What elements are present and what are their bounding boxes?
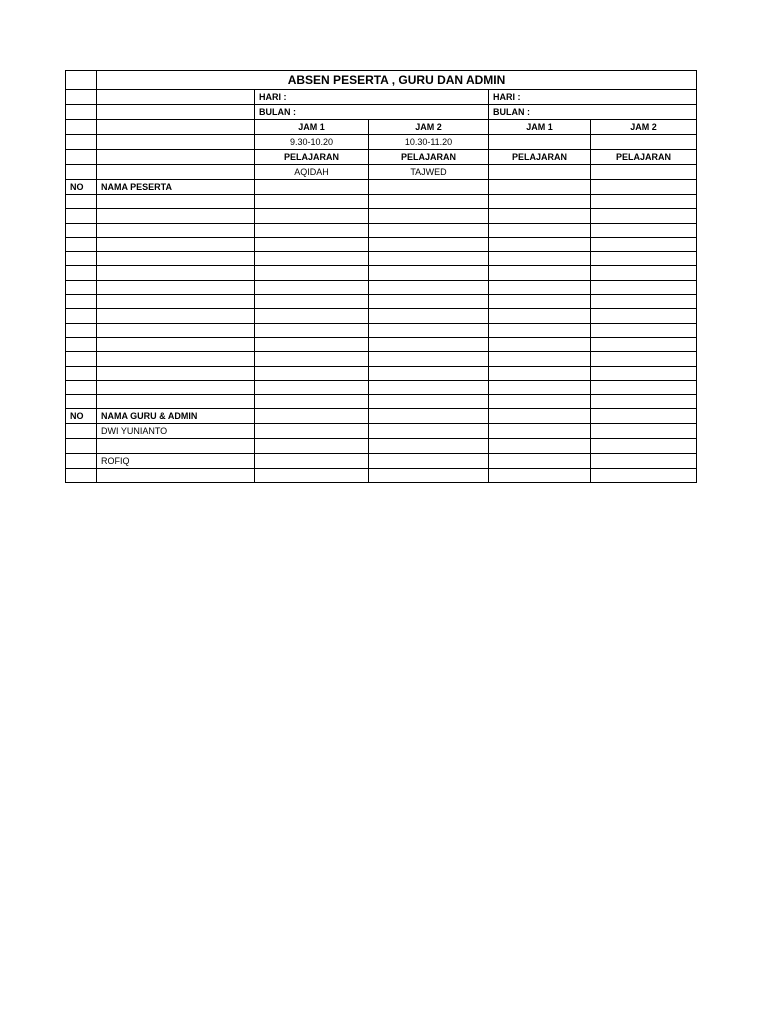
attendance-cell (369, 280, 489, 294)
participant-name-cell (97, 223, 255, 237)
staff-name (97, 439, 255, 453)
participant-row (66, 209, 697, 223)
attendance-cell (255, 223, 369, 237)
attendance-cell (255, 409, 369, 424)
attendance-cell (489, 323, 591, 337)
hari-label: HARI : (489, 90, 697, 105)
empty-cell (97, 150, 255, 165)
participant-name-cell (97, 195, 255, 209)
name-header: NAMA GURU & ADMIN (97, 409, 255, 424)
session-time: 9.30-10.20 (255, 135, 369, 150)
participant-name-cell (97, 352, 255, 366)
participant-name-cell (97, 209, 255, 223)
participant-name-cell (97, 309, 255, 323)
attendance-cell (489, 409, 591, 424)
no-cell (66, 424, 97, 439)
attendance-cell (591, 453, 697, 468)
attendance-cell (255, 295, 369, 309)
session-time (591, 135, 697, 150)
no-cell (66, 453, 97, 468)
attendance-cell (369, 323, 489, 337)
attendance-cell (255, 453, 369, 468)
participant-name-cell (97, 295, 255, 309)
jam-row (66, 120, 697, 135)
attendance-cell (489, 439, 591, 453)
participant-row (66, 366, 697, 380)
attendance-cell (255, 266, 369, 280)
attendance-cell (591, 337, 697, 351)
attendance-cell (591, 468, 697, 482)
attendance-cell (591, 409, 697, 424)
attendance-cell (369, 380, 489, 394)
empty-cell (66, 150, 97, 165)
attendance-cell (591, 424, 697, 439)
attendance-cell (591, 309, 697, 323)
no-cell (66, 395, 97, 409)
attendance-cell (255, 195, 369, 209)
empty-cell (66, 105, 97, 120)
staff-row (66, 468, 697, 482)
hari-label: HARI : (255, 90, 489, 105)
title-row (66, 71, 697, 90)
staff-row (66, 424, 697, 439)
attendance-cell (591, 323, 697, 337)
participant-row (66, 266, 697, 280)
participant-name-cell (97, 395, 255, 409)
attendance-cell (489, 337, 591, 351)
attendance-cell (369, 295, 489, 309)
attendance-cell (591, 209, 697, 223)
participant-row (66, 223, 697, 237)
empty-cell (97, 135, 255, 150)
participant-name-cell (97, 280, 255, 294)
staff-row (66, 453, 697, 468)
attendance-cell (489, 366, 591, 380)
no-cell (66, 468, 97, 482)
attendance-cell (369, 366, 489, 380)
pelajaran-label: PELAJARAN (591, 150, 697, 165)
attendance-cell (255, 252, 369, 266)
attendance-cell (489, 395, 591, 409)
attendance-cell (369, 180, 489, 195)
attendance-cell (489, 266, 591, 280)
attendance-cell (591, 252, 697, 266)
participant-row (66, 380, 697, 394)
participants-header-row (66, 180, 697, 195)
jam-header: JAM 1 (255, 120, 369, 135)
attendance-cell (489, 223, 591, 237)
staff-header-row (66, 409, 697, 424)
attendance-cell (591, 295, 697, 309)
participant-name-cell (97, 252, 255, 266)
staff-name: ROFIQ (97, 453, 255, 468)
empty-cell (97, 105, 255, 120)
participant-row (66, 395, 697, 409)
bulan-label: BULAN : (489, 105, 697, 120)
attendance-cell (369, 424, 489, 439)
attendance-cell (591, 439, 697, 453)
bulan-label: BULAN : (255, 105, 489, 120)
empty-cell (66, 90, 97, 105)
attendance-cell (255, 439, 369, 453)
empty-cell (66, 71, 97, 90)
attendance-cell (369, 439, 489, 453)
attendance-cell (369, 209, 489, 223)
attendance-cell (255, 237, 369, 251)
subject-name (489, 165, 591, 180)
attendance-cell (591, 266, 697, 280)
attendance-cell (489, 280, 591, 294)
no-cell (66, 323, 97, 337)
attendance-cell (489, 209, 591, 223)
no-cell (66, 266, 97, 280)
no-cell (66, 295, 97, 309)
no-cell (66, 209, 97, 223)
attendance-cell (591, 380, 697, 394)
attendance-cell (591, 366, 697, 380)
no-cell (66, 237, 97, 251)
attendance-cell (489, 237, 591, 251)
attendance-cell (591, 352, 697, 366)
attendance-cell (489, 180, 591, 195)
no-cell (66, 337, 97, 351)
empty-cell (66, 135, 97, 150)
no-cell (66, 309, 97, 323)
attendance-cell (255, 366, 369, 380)
subject-row (66, 165, 697, 180)
pelajaran-label: PELAJARAN (369, 150, 489, 165)
attendance-cell (369, 237, 489, 251)
attendance-cell (489, 295, 591, 309)
staff-row (66, 439, 697, 453)
attendance-cell (369, 266, 489, 280)
participant-row (66, 252, 697, 266)
attendance-cell (591, 280, 697, 294)
name-header: NAMA PESERTA (97, 180, 255, 195)
attendance-cell (489, 252, 591, 266)
attendance-cell (255, 337, 369, 351)
attendance-cell (255, 309, 369, 323)
staff-name (97, 468, 255, 482)
no-cell (66, 252, 97, 266)
empty-cell (97, 165, 255, 180)
empty-cell (97, 120, 255, 135)
jam-header: JAM 2 (591, 120, 697, 135)
participant-row (66, 337, 697, 351)
attendance-cell (591, 180, 697, 195)
attendance-cell (591, 237, 697, 251)
attendance-cell (369, 252, 489, 266)
session-time: 10.30-11.20 (369, 135, 489, 150)
participant-name-cell (97, 266, 255, 280)
empty-cell (66, 165, 97, 180)
jam-header: JAM 2 (369, 120, 489, 135)
time-row (66, 135, 697, 150)
attendance-cell (369, 395, 489, 409)
attendance-cell (255, 468, 369, 482)
participant-row (66, 323, 697, 337)
attendance-cell (369, 453, 489, 468)
attendance-cell (489, 468, 591, 482)
attendance-cell (489, 453, 591, 468)
pelajaran-label: PELAJARAN (255, 150, 369, 165)
attendance-cell (369, 337, 489, 351)
attendance-cell (369, 468, 489, 482)
attendance-cell (489, 309, 591, 323)
attendance-cell (489, 424, 591, 439)
attendance-cell (255, 180, 369, 195)
subject-name: TAJWED (369, 165, 489, 180)
participant-name-cell (97, 380, 255, 394)
participant-row (66, 295, 697, 309)
subject-name: AQIDAH (255, 165, 369, 180)
participant-row (66, 352, 697, 366)
pelajaran-label: PELAJARAN (489, 150, 591, 165)
no-cell (66, 195, 97, 209)
participant-row (66, 280, 697, 294)
attendance-cell (591, 223, 697, 237)
no-cell (66, 352, 97, 366)
attendance-cell (255, 395, 369, 409)
pelajaran-row (66, 150, 697, 165)
attendance-cell (255, 424, 369, 439)
subject-name (591, 165, 697, 180)
no-cell (66, 439, 97, 453)
no-header: NO (66, 409, 97, 424)
empty-cell (97, 90, 255, 105)
no-cell (66, 380, 97, 394)
attendance-cell (369, 309, 489, 323)
participant-name-cell (97, 337, 255, 351)
no-cell (66, 280, 97, 294)
no-header: NO (66, 180, 97, 195)
participant-row (66, 195, 697, 209)
sheet-title: ABSEN PESERTA , GURU DAN ADMIN (97, 71, 697, 90)
jam-header: JAM 1 (489, 120, 591, 135)
attendance-cell (255, 323, 369, 337)
empty-cell (66, 120, 97, 135)
attendance-cell (591, 395, 697, 409)
session-time (489, 135, 591, 150)
participant-name-cell (97, 366, 255, 380)
attendance-cell (255, 352, 369, 366)
participant-name-cell (97, 323, 255, 337)
attendance-cell (369, 409, 489, 424)
attendance-cell (489, 380, 591, 394)
hari-row (66, 90, 697, 105)
no-cell (66, 223, 97, 237)
participant-name-cell (97, 237, 255, 251)
attendance-cell (369, 352, 489, 366)
attendance-cell (489, 352, 591, 366)
bulan-row (66, 105, 697, 120)
attendance-cell (255, 380, 369, 394)
attendance-cell (369, 195, 489, 209)
attendance-cell (369, 223, 489, 237)
attendance-sheet (65, 70, 697, 483)
attendance-cell (255, 209, 369, 223)
staff-name: DWI YUNIANTO (97, 424, 255, 439)
no-cell (66, 366, 97, 380)
sheet-body (66, 71, 697, 483)
attendance-cell (591, 195, 697, 209)
participant-row (66, 309, 697, 323)
attendance-cell (255, 280, 369, 294)
attendance-cell (489, 195, 591, 209)
participant-row (66, 237, 697, 251)
